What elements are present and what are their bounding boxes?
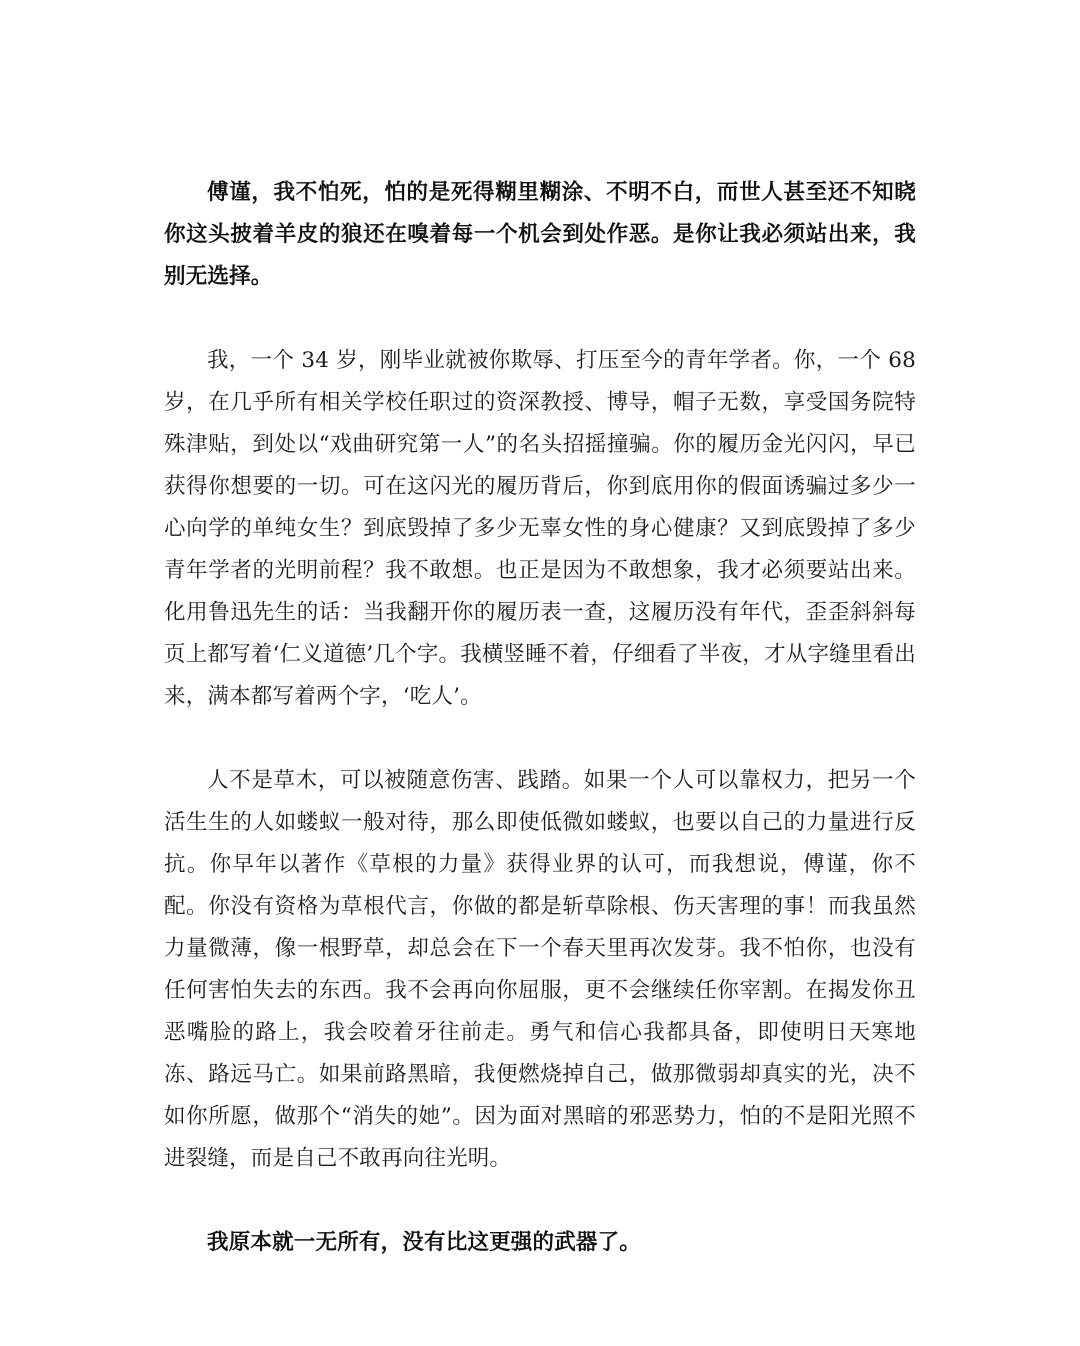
document-page: [164, 172, 916, 1264]
paragraph-closing-statement: 我原本就一无所有，没有比这更强的武器了。: [207, 1230, 642, 1255]
paragraph-self-introduction: 我，一个 34 岁，刚毕业就被你欺辱、打压至今的青年学者。你，一个 68 岁，在几乎所有相关学校任职过的资深教授、博导，帽子无数，享受国务院特殊津贴，到处以“戏曲研究第一人”的名头招摇撞骗。你的履历金光闪闪，早已获得你想要的一切。可在这闪光的履历背后，你到底用你的假面诱骗过多少一心向学的单纯女生？到底毁掉了多少无辜女性的身心健康？又到底毁掉了多少青年学者的光明前程？我不敢想。也正是因为不敢想象，我才必须要站出来。化用鲁迅先生的话：当我翻开你的履历表一查，这履历没有年代，歪歪斜斜每页上都写着‘仁义道德’几个字。我横竖睡不着，仔细看了半夜，才从字缝里看出来，满本都写着两个字，‘吃人’。: [164, 348, 916, 709]
paragraph-resistance: 人不是草木，可以被随意伤害、践踏。如果一个人可以靠权力，把另一个活生生的人如蝼蚁一般对待，那么即使低微如蝼蚁，也要以自己的力量进行反抗。你早年以著作《草根的力量》获得业界的认可，而我想说，傅谨，你不配。你没有资格为草根代言，你做的都是斩草除根、伤天害理的事！而我虽然力量微薄，像一根野草，却总会在下一个春天里再次发芽。我不怕你，也没有任何害怕失去的东西。我不会再向你屈服，更不会继续任你宰割。在揭发你丑恶嘴脸的路上，我会咬着牙往前走。勇气和信心我都具备，即使明日天寒地冻、路远马亡。如果前路黑暗，我便燃烧掉自己，做那微弱却真实的光，决不如你所愿，做那个“消失的她”。因为面对黑暗的邪恶势力，怕的不是阳光照不进裂缝，而是自己不敢再向往光明。: [164, 768, 916, 1171]
paragraph-opening-statement: 傅谨，我不怕死，怕的是死得糊里糊涂、不明不白，而世人甚至还不知晓你这头披着羊皮的狼还在嗅着每一个机会到处作恶。是你让我必须站出来，我别无选择。: [164, 180, 916, 289]
